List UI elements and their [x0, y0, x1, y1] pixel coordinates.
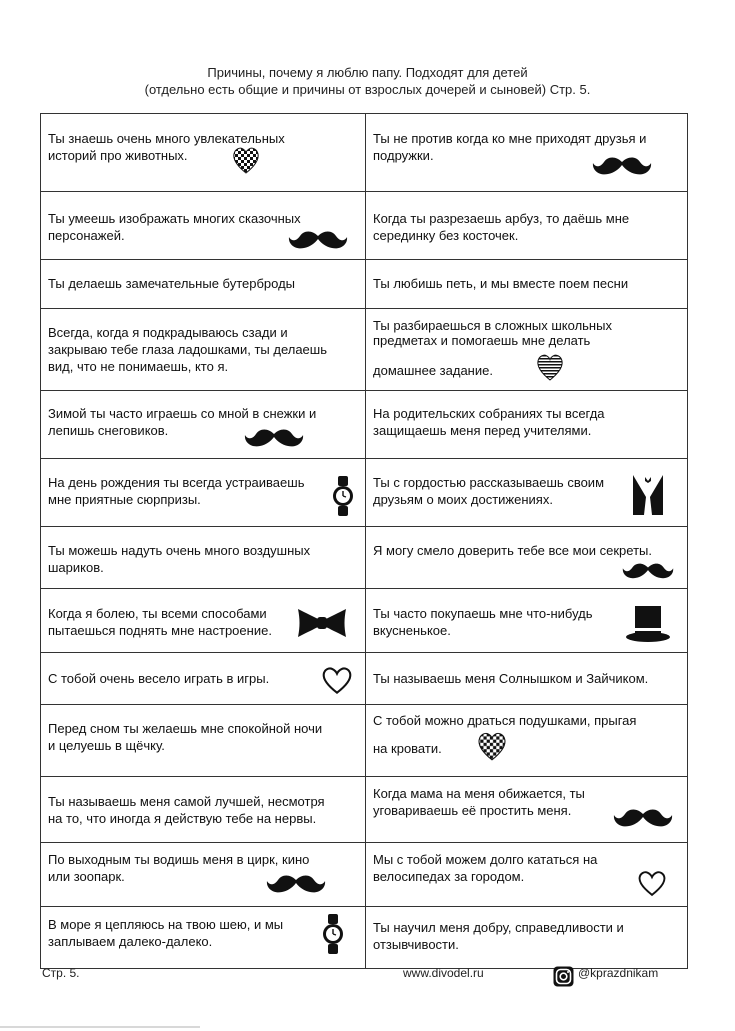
- reason-text: Ты часто покупаешь мне что-нибудь вкусненькое.: [373, 606, 593, 638]
- reason-text: Перед сном ты желаешь мне спокойной ночи и целуешь в щёчку.: [48, 721, 323, 753]
- page-header: [0, 64, 735, 98]
- reason-text: По выходным ты водишь меня в цирк, кино или зоопарк.: [48, 852, 310, 884]
- reason-text: С тобой можно драться подушками, прыгая на кровати.: [373, 713, 637, 756]
- heart-checkered-icon: [232, 145, 260, 175]
- mustache-icon: [622, 560, 674, 582]
- reason-text: Ты с гордостью рассказываешь своим друзьям о моих достижениях.: [373, 475, 605, 507]
- reason-cell: [41, 777, 366, 843]
- reason-cell: [41, 459, 366, 527]
- reason-cell: [41, 391, 366, 459]
- bow-tie-icon: [296, 607, 348, 639]
- reasons-table: [40, 113, 688, 969]
- top-hat-icon: [625, 604, 671, 644]
- reason-text: Ты можешь надуть очень много воздушных шариков.: [48, 543, 311, 575]
- reason-text: Когда ты разрезаешь арбуз, то даёшь мне серединку без косточек.: [373, 211, 630, 243]
- reason-cell: [366, 192, 688, 260]
- reason-text: Ты называешь меня Солнышком и Зайчиком.: [373, 671, 649, 686]
- header-title: Причины, почему я люблю папу. Подходят для детей: [207, 65, 528, 80]
- page-divider: [0, 1026, 200, 1028]
- reason-text: Ты не против когда ко мне приходят друзья и подружки.: [373, 131, 647, 163]
- reason-cell: [366, 907, 688, 969]
- reason-text: Всегда, когда я подкрадываюсь сзади и закрываю тебе глаза ладошками, ты делаешь вид, что не понимаешь, кто я.: [48, 325, 327, 374]
- header-subtitle: (отдельно есть общие и причины от взрослых дочерей и сыновей) Стр. 5.: [144, 82, 591, 97]
- heart-striped-icon: [535, 352, 565, 382]
- mustache-icon: [244, 426, 304, 450]
- reason-text: Ты любишь петь, и мы вместе поем песни: [373, 276, 629, 291]
- reason-text: Ты умеешь изображать многих сказочных персонажей.: [48, 211, 301, 243]
- heart-outline-icon: [320, 665, 354, 695]
- wristwatch-icon: [332, 476, 354, 516]
- mustache-icon: [266, 872, 326, 896]
- reason-cell: [41, 309, 366, 391]
- footer-instagram-handle[interactable]: @kprazdnikam: [578, 966, 659, 980]
- reason-cell: [366, 114, 688, 192]
- reason-cell: [366, 705, 688, 777]
- mustache-icon: [592, 154, 652, 178]
- reason-cell: [41, 907, 366, 969]
- reason-text: Когда мама на меня обижается, ты уговариваешь её простить меня.: [373, 786, 585, 818]
- reason-cell: [41, 653, 366, 705]
- reason-text: Ты называешь меня самой лучшей, несмотря на то, что иногда я действую тебе на нервы.: [48, 794, 325, 826]
- footer-website-link[interactable]: www.divodel.ru: [403, 966, 484, 980]
- reason-text: Когда я болею, ты всеми способами пытаешься поднять мне настроение.: [48, 606, 272, 638]
- reason-text: Ты делаешь замечательные бутерброды: [48, 276, 296, 291]
- reason-cell: [366, 309, 688, 391]
- reason-cell: [41, 114, 366, 192]
- reason-cell: [366, 260, 688, 309]
- mustache-icon: [613, 806, 673, 830]
- heart-checkered-icon: [477, 730, 507, 762]
- reason-text: На день рождения ты всегда устраиваешь мне приятные сюрпризы.: [48, 475, 305, 507]
- reason-cell: [41, 705, 366, 777]
- reason-cell: [41, 527, 366, 589]
- mustache-icon: [288, 228, 348, 252]
- reason-text: С тобой очень весело играть в игры.: [48, 671, 270, 686]
- wristwatch-icon: [322, 914, 344, 954]
- heart-outline-icon: [636, 869, 668, 897]
- reason-text: На родительских собраниях ты всегда защищаешь меня перед учителями.: [373, 406, 605, 438]
- tuxedo-icon: [631, 473, 665, 517]
- reason-text: Ты научил меня добру, справедливости и отзывчивости.: [373, 920, 624, 952]
- instagram-icon[interactable]: [553, 966, 574, 987]
- reason-text: Мы с тобой можем долго кататься на велосипедах за городом.: [373, 852, 598, 884]
- reason-text: Зимой ты часто играешь со мной в снежки и лепишь снеговиков.: [48, 406, 317, 438]
- reason-cell: [366, 653, 688, 705]
- reason-cell: [41, 260, 366, 309]
- reason-text: Ты знаешь очень много увлекательных историй про животных.: [48, 131, 285, 163]
- reason-text: В море я цепляюсь на твою шею, и мы заплываем далеко-далеко.: [48, 917, 284, 949]
- reason-cell: [366, 391, 688, 459]
- reason-text: Я могу смело доверить тебе все мои секреты.: [373, 543, 652, 558]
- reason-text: Ты разбираешься в сложных школьных предметах и помогаешь мне делать домашнее задание.: [373, 318, 612, 378]
- footer-page-number: Стр. 5.: [42, 966, 80, 980]
